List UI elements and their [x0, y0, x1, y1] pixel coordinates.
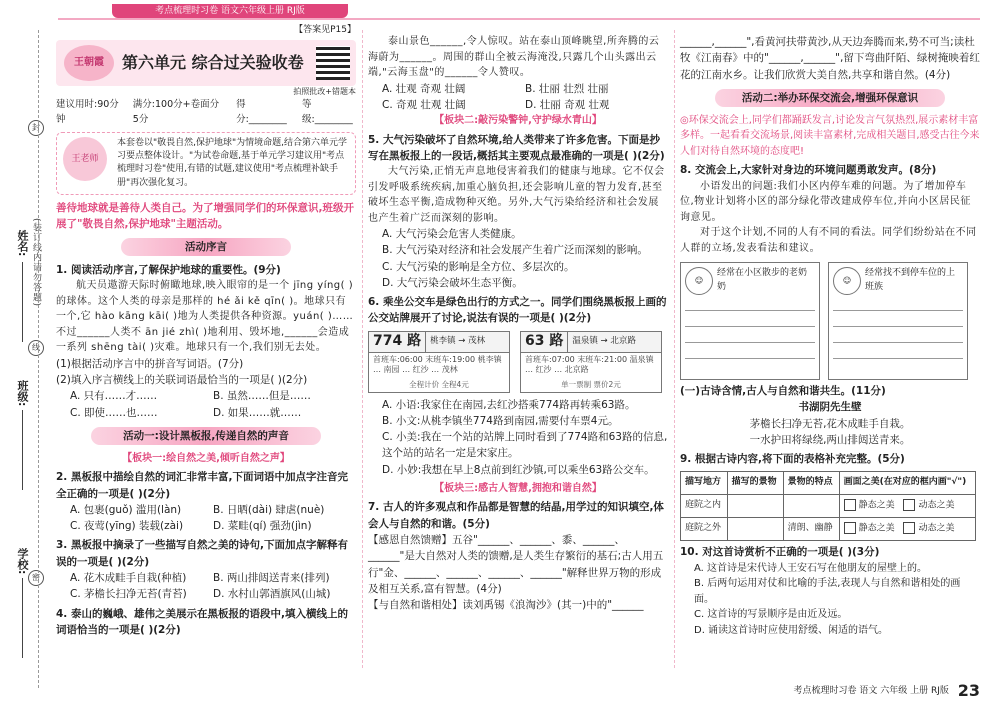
teacher-avatar: 王老师: [63, 137, 107, 181]
table-cell: 清朗、幽静: [783, 518, 839, 541]
opinion-boxes: [680, 262, 980, 380]
brand-logo: 王朝霞: [64, 45, 114, 81]
answer-line[interactable]: [685, 343, 815, 359]
question-6-title[interactable]: 6. 乘坐公交车是绿色出行的方式之一。同学们围绕黑板报上画的公交站牌展开了讨论,说法有误的一项是( )(2分): [368, 296, 667, 325]
question-3-options: [56, 570, 356, 603]
bus-fare: 全程计价 全程4元: [409, 380, 469, 390]
table-cell-input[interactable]: [783, 495, 839, 518]
choice-label: 动态之美: [918, 500, 955, 511]
answer-line[interactable]: [833, 295, 963, 311]
table-cell: 庭院之外: [681, 518, 728, 541]
choice-label: 静态之美: [858, 523, 895, 534]
answer-line[interactable]: [685, 327, 815, 343]
option[interactable]: A. 小语:我家住在南园,去红沙搭乘774路再转乘63路。: [382, 398, 636, 411]
table-row: [681, 518, 976, 541]
question-6: [368, 294, 668, 478]
table-header: 画面之美(在对应的框内画"√"): [839, 472, 975, 495]
question-4-title[interactable]: 4. 泰山的巍峨、雄伟之美展示在黑板报的语段中,填入横线上的词语恰当的一项是( )(2分): [56, 607, 348, 636]
bus-number: 63 路: [521, 331, 568, 353]
exam-info: [56, 98, 356, 127]
question-8-passage: 小语发出的问题:我们小区内停车难的问题。为了增加停车位,物业计划将小区的部分绿化带改建成停车位,并向小区居民征询意见。: [680, 180, 971, 223]
question-1-passage[interactable]: 航天员遨游天际时俯瞰地球,映入眼帘的是一个 jīng yíng( )的球体。这个人类的母亲是那样的 hé ǎi kě qīn( )。地球只有一个,它 hào kāng kāi( )地为人类提供各种资源。yuán( )……不过______人类不 ān jié zhì( )地利用、毁坏地,______会造成一系列 shēng tài( )灾难。地球只有一个,我们别无去处。: [56, 280, 354, 354]
activity-2-intro: ◎环保交流会上,同学们都踊跃发言,讨论发言气氛热烈,展示素材丰富多样。一起看看交流场景,阅读丰富素材,完成相关题目,感受古往今来人们对待自然环境的态度吧!: [680, 114, 980, 157]
table-cell-choice: [839, 518, 975, 541]
theme-text: 善待地球就是善待人类自己。为了增强同学们的环保意识,班级开展了"敬畏自然,保护地球"主题活动。: [56, 201, 354, 230]
binding-circle-secret: 密: [28, 570, 44, 586]
bus-route: 桃李镇 → 茂林: [430, 336, 486, 347]
question-1-sub2[interactable]: (2)填入序言横线上的关联词语最恰当的一项是( )(2分): [56, 374, 308, 387]
top-rule: [58, 18, 980, 20]
question-10: [680, 544, 980, 638]
option[interactable]: A. 大气污染会危害人类健康。: [382, 228, 522, 241]
question-9-title: 9. 根据古诗内容,将下面的表格补充完整。(5分): [680, 453, 905, 466]
bus-route: 温泉镇 → 北京路: [572, 336, 636, 347]
column-divider: [362, 30, 363, 668]
table-header: 描写的景物: [727, 472, 783, 495]
table-row: [681, 495, 976, 518]
class-label: 班级:: [16, 380, 29, 407]
page-footer: [794, 681, 981, 700]
question-8-passage-2: 对于这个计划,不同的人有不同的看法。同学们纷纷站在不同人群的立场,发表看法和建议。: [680, 227, 977, 254]
answer-line[interactable]: [833, 327, 963, 343]
bus-stops: 首班车:06:00 末班车:19:00 桃李镇 … 南园 … 红沙 … 茂林: [373, 354, 502, 375]
bus-fare: 单一票制 票价2元: [561, 380, 621, 390]
question-10-title[interactable]: 10. 对这首诗赏析不正确的一项是( )(3分): [680, 546, 880, 559]
answer-line[interactable]: [685, 311, 815, 327]
worker-avatar-icon: ☺: [833, 267, 861, 295]
question-1: [56, 262, 356, 421]
unit-header: [56, 40, 356, 96]
binding-note: (装订线内请勿答题): [31, 218, 41, 308]
option[interactable]: A. 花木成畦手自栽(种植): [70, 572, 187, 585]
opinion-role: 经常在小区散步的老奶奶: [717, 268, 808, 292]
column-right: [680, 24, 980, 641]
column-left: [56, 24, 356, 641]
unit-title: 第六单元 综合过关验收卷: [122, 52, 304, 72]
table-header: 景物的特点: [783, 472, 839, 495]
section-activity-2: 活动二:举办环保交流会,增强环保意识: [715, 89, 945, 107]
intro-box: [56, 132, 356, 194]
binding-strip: [0, 0, 46, 708]
question-5: [368, 132, 668, 292]
checkbox[interactable]: [903, 499, 915, 511]
poem-line: 茅檐长扫净无苔,花木成畦手自栽。: [749, 417, 911, 430]
option[interactable]: D. 小妙:我想在早上8点前到红沙镇,可以乘坐63路公交车。: [382, 463, 655, 476]
binding-circle-seal: 封: [28, 120, 44, 136]
option[interactable]: D. 大气污染会破坏生态平衡。: [382, 276, 523, 289]
question-7-title: 7. 古人的许多观点和作品都是智慧的结晶,用学过的知识填空,体会人与自然的和谐。(5分): [368, 501, 664, 530]
binding-dashed-line: [38, 30, 39, 688]
question-7-part-1[interactable]: 【感恩自然馈赠】五谷"______、______、黍、______、______"是大自然对人类的馈赠,是人类生存繁衍的基石;古人用五行"金、______、______、______、______"解释世界万物的形成及相互关系,富有智慧。(4分): [368, 534, 664, 595]
block-tag-2: 【板块二:敲污染警钟,守护绿水青山】: [434, 115, 602, 127]
checkbox[interactable]: [844, 522, 856, 534]
question-4: [56, 606, 356, 639]
column-middle: [368, 24, 668, 616]
option[interactable]: D. 菜畦(qí) 强劲(jìn): [213, 520, 312, 533]
section-poem: (一)古诗含情,古人与自然和谐共生。(11分): [680, 385, 886, 398]
question-7-part-2[interactable]: 【与自然和谐相处】读刘禹锡《浪淘沙》(其一)中的"______: [368, 599, 644, 612]
score-info: 满分:100分+卷面分5分: [132, 98, 220, 125]
time-info: 建议用时:90分钟: [56, 98, 119, 125]
option[interactable]: B. 壮丽 壮烈 壮丽: [525, 82, 609, 95]
question-6-options: [368, 397, 668, 478]
block-tag-3: 【板块三:感古人智慧,拥抱和谐自然】: [434, 482, 602, 494]
question-1-title: 1. 阅读活动序言,了解保护地球的重要性。(9分): [56, 264, 281, 277]
name-line[interactable]: [22, 262, 24, 342]
question-3: [56, 537, 356, 602]
question-5-passage: 大气污染,正悄无声息地侵害着我们的健康与地球。它不仅会引发呼吸系统疾病,加重心脑负担,还会影响儿童的智力发育,甚至破坏生态平衡,造成物种灭绝。另外,大气污染给经济和社会发展也产生着广泛而深刻的影响。: [368, 166, 665, 224]
question-4-passage[interactable]: 泰山景色______,令人惊叹。站在泰山顶峰眺望,所奔腾的云海蔚为______。周围的群山全被云海淹没,只露几个山头露出云端,"云海玉盘"的______令人赞叹。: [368, 36, 660, 78]
option[interactable]: B. 虽然……但是……: [213, 390, 311, 403]
option[interactable]: D. 水村山郭酒旗风(山城): [213, 588, 331, 601]
question-4-options: [368, 81, 668, 114]
binding-circle-line: 线: [28, 340, 44, 356]
bus-stops: 首班车:07:00 末班车:21:00 温泉镇 … 红沙 … 北京路: [525, 354, 654, 375]
question-10-options: [680, 561, 980, 639]
table-cell-input[interactable]: [727, 495, 783, 518]
question-8-title: 8. 交流会上,大家针对身边的环境问题勇敢发声。(8分): [680, 164, 937, 177]
answer-line[interactable]: [685, 295, 815, 311]
table-cell-choice: [839, 495, 975, 518]
table-header: 描写地方: [681, 472, 728, 495]
bus-sign-header: [521, 332, 661, 353]
section-activity-1: 活动一:设计黑板报,传递自然的声音: [91, 427, 321, 445]
option[interactable]: A. 这首诗是宋代诗人王安石写在他朋友的屋壁上的。: [694, 562, 928, 574]
question-2: [56, 469, 356, 534]
table-cell: 庭院之内: [681, 495, 728, 518]
option[interactable]: C. 大气污染的影响是全方位、多层次的。: [382, 260, 575, 273]
question-7: [368, 499, 668, 613]
block-tag-1: 【板块一:绘自然之美,倾听自然之声】: [122, 452, 290, 464]
poem-table: [680, 471, 976, 541]
option[interactable]: B. 两山排闼送青来(排列): [213, 572, 330, 585]
option[interactable]: B. 后两句运用对仗和比喻的手法,表现人与自然和谐相处的画面。: [694, 578, 961, 605]
option[interactable]: A. 只有……才……: [70, 390, 158, 403]
bus-sign-774: [368, 331, 510, 393]
grade-field[interactable]: 等级:________: [302, 98, 353, 125]
section-preface: 活动序言: [121, 238, 291, 256]
bus-sign-header: [369, 332, 509, 353]
answer-line[interactable]: [833, 343, 963, 359]
question-7-continued[interactable]: ______,______",看黄河扶带黄沙,从天边奔腾而来,势不可当;读杜牧《江南春》中的"______,______",留下弯曲阡陌、绿树掩映着红花的江南水乡。让我们欣赏大美自然,共享和谐自然。(4分): [680, 36, 980, 81]
answer-line[interactable]: [833, 311, 963, 327]
page-number: 23: [957, 681, 980, 700]
option[interactable]: A. 包裹(guǒ) 滥用(làn): [70, 503, 182, 516]
school-line[interactable]: [22, 578, 24, 658]
question-5-options: [368, 226, 668, 291]
choice-label: 动态之美: [918, 523, 955, 534]
opinion-grandma[interactable]: [680, 262, 820, 380]
table-cell-input[interactable]: [727, 518, 783, 541]
intro-text: 本套卷以"敬畏自然,保护地球"为情境命题,结合第六单元学习要点整体设计。"为试卷命题,基于单元学习建议用"考点梳理时习卷"使用,有错的试题,建议使用"考点梳理补缺手册"再次强化复习。: [117, 138, 348, 188]
checkbox[interactable]: [844, 499, 856, 511]
option[interactable]: C. 这首诗的写景顺序是由近及远。: [694, 609, 848, 621]
poem-line: 一水护田将绿绕,两山排闼送青来。: [749, 433, 911, 446]
grandma-avatar-icon: ☺: [685, 267, 713, 295]
option[interactable]: B. 大气污染对经济和社会发展产生着广泛而深刻的影响。: [382, 244, 648, 257]
question-1-options: [56, 388, 356, 421]
bus-number: 774 路: [369, 331, 426, 353]
option[interactable]: C. 奇观 壮观 壮阔: [382, 98, 466, 111]
option[interactable]: C. 茅檐长扫净无苔(青苔): [70, 588, 187, 601]
poem-title: 书湖阴先生壁: [798, 401, 862, 414]
choice-label: 静态之美: [858, 500, 895, 511]
option[interactable]: C. 小美:我在一个站的站牌上同时看到了774路和63路的信息,这个站的站名一定是宋家庄。: [382, 431, 668, 460]
opinion-role: 经常找不到停车位的上班族: [865, 268, 956, 292]
footer-text: 考点梳理时习卷 语文 六年级 上册 RJ版: [793, 686, 949, 696]
name-label: 姓名:: [16, 230, 29, 257]
answer-reference: 【答案见P15】: [294, 25, 356, 35]
option[interactable]: B. 日晒(dài) 肆虐(nuè): [213, 503, 325, 516]
option[interactable]: B. 小文:从桃李镇坐774路到南园,需要付车票4元。: [382, 414, 619, 427]
question-3-title[interactable]: 3. 黑板报中摘录了一些描写自然之美的诗句,下面加点字解释有误的一项是( )(2分): [56, 539, 348, 568]
school-label: 学校:: [16, 548, 29, 575]
option[interactable]: D. 壮丽 奇观 壮观: [525, 98, 610, 111]
bus-signs: [368, 331, 668, 393]
qr-label: 拍照批改+错题本: [293, 86, 356, 96]
question-5-title[interactable]: 5. 大气污染破坏了自然环境,给人类带来了许多危害。下面是抄写在黑板报上的一段话,概括其主要观点最准确的一项是( )(2分): [368, 133, 665, 162]
class-line[interactable]: [22, 410, 24, 490]
question-1-sub1: (1)根据活动序言中的拼音写词语。(7分): [56, 357, 244, 370]
option[interactable]: C. 夜莺(yīng) 装载(zài): [70, 520, 184, 533]
option[interactable]: A. 壮观 奇观 壮阔: [382, 82, 466, 95]
question-9: [680, 451, 980, 541]
question-2-options: [56, 502, 356, 535]
series-banner: 考点梳理时习卷 语文六年级上册 RJ版: [112, 4, 348, 18]
qr-code-icon[interactable]: [316, 46, 350, 80]
option[interactable]: D. 如果……就……: [213, 406, 302, 419]
opinion-office-worker[interactable]: [828, 262, 968, 380]
column-divider: [674, 30, 675, 668]
got-score[interactable]: 得分:________: [236, 98, 287, 125]
question-2-title[interactable]: 2. 黑板报中描绘自然的词汇非常丰富,下面词语中加点字注音完全正确的一项是( )(2分): [56, 471, 348, 500]
checkbox[interactable]: [903, 522, 915, 534]
question-8: [680, 162, 980, 380]
table-header-row: [681, 472, 976, 495]
option[interactable]: D. 诵读这首诗时应使用舒缓、闲适的语气。: [694, 624, 889, 636]
option[interactable]: C. 即使……也……: [70, 406, 158, 419]
bus-sign-63: [520, 331, 662, 393]
